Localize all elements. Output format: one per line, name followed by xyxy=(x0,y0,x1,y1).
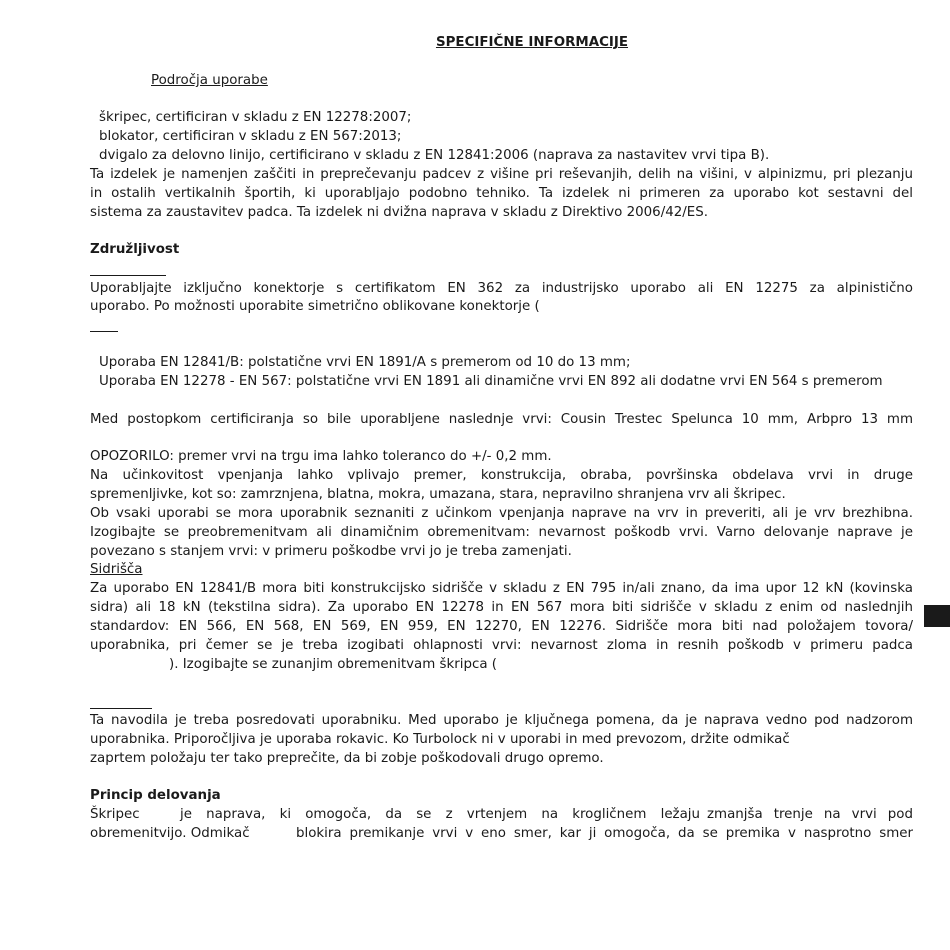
divider xyxy=(90,708,152,709)
divider xyxy=(90,275,166,276)
field-item: škripec, certificiran v skladu z EN 12278:2007; xyxy=(99,110,412,125)
field-item: blokator, certificiran v skladu z EN 567:2013; xyxy=(99,129,402,144)
paragraph-line: ). Izogibajte se zunanjim obremenitvam škripca ( xyxy=(169,657,498,672)
divider xyxy=(90,331,118,332)
principle-fragment: blokira premikanje vrvi v eno smer, kar ji omogoča, da se premika v nasprotno smer xyxy=(296,826,913,841)
principle-fragment: obremenitvijo. Odmikač xyxy=(90,826,250,841)
paragraph-line: standardov: EN 566, EN 568, EN 569, EN 959, EN 12270, EN 12276. Sidrišče mora biti nad položajem tovora/ xyxy=(90,619,913,634)
paragraph-line: Ta navodila je treba posredovati uporabniku. Med uporabo je ključnega pomena, da je naprava vedno pod nadzorom xyxy=(90,713,913,728)
paragraph-line: Izogibajte se preobremenitvam ali dinamičnim obremenitvam: nevarnost poškodb vrvi. Varno delovanje naprave je xyxy=(90,525,913,540)
page-title: SPECIFIČNE INFORMACIJE xyxy=(435,35,629,50)
field-item: dvigalo za delovno linijo, certificirano v skladu z EN 12841:2006 (naprava za nastavitev vrvi tipa B). xyxy=(99,148,770,163)
paragraph-line: spremenljivke, kot so: zamrznjena, blatna, mokra, umazana, stara, nepravilno shranjena vrv ali škripec. xyxy=(90,487,786,502)
warning-text: OPOZORILO: premer vrvi na trgu ima lahko toleranco do +/- 0,2 mm. xyxy=(90,449,552,464)
paragraph-line: uporabnika. Priporočljiva je uporaba rokavic. Ko Turbolock ni v uporabi in med prevozom, držite odmikač xyxy=(90,732,790,747)
paragraph-line: in ostalih vertikalnih športih, ki uporabljajo podobno tehniko. Ta izdelek ni primeren za uporabo kot sestavni del xyxy=(90,186,913,201)
paragraph-line: Ob vsaki uporabi se mora uporabnik seznaniti z učinkom vpenjanja naprave na vrv in preveriti, ali je vrv brezhibna. xyxy=(90,506,913,521)
anchors-heading: Sidrišča xyxy=(90,562,143,577)
principle-fragment: zmanjša trenje na vrvi pod xyxy=(707,807,913,822)
principle-fragment: je naprava, ki omogoča, da se z vrtenjem na krogličnem ležaju xyxy=(180,807,700,822)
rope-item: Uporaba EN 12278 - EN 567: polstatične vrvi EN 1891 ali dinamične vrvi EN 892 ali dodatne vrvi EN 564 s premerom xyxy=(99,374,883,389)
paragraph-line: uporabo. Po možnosti uporabite simetrično oblikovane konektorje ( xyxy=(90,299,540,314)
paragraph-line: sidra) ali 18 kN (tekstilna sidra). Za uporabo EN 12278 in EN 567 mora biti sidrišče v skladu z enim od naslednjih xyxy=(90,600,913,615)
paragraph-line: sistema za zaustavitev padca. Ta izdelek ni dvižna naprava v skladu z Direktivo 2006/42/ES. xyxy=(90,205,708,220)
compatibility-heading: Združljivost xyxy=(90,242,180,257)
paragraph-line: Ta izdelek je namenjen zaščiti in preprečevanju padcev z višine pri reševanjih, delih na višini, v alpinizmu, pri plezanju xyxy=(90,167,913,182)
paragraph-line: uporabnika, pri čemer se je treba izogibati ohlapnosti vrvi: nevarnost zloma in resnih poškodb v primeru padca xyxy=(90,638,913,653)
paragraph-line: povezano s stanjem vrvi: v primeru poškodbe vrvi jo je treba zamenjati. xyxy=(90,544,572,559)
rope-item: Uporaba EN 12841/B: polstatične vrvi EN 1891/A s premerom od 10 do 13 mm; xyxy=(99,355,631,370)
paragraph-line: zaprtem položaju ter tako preprečite, da bi zobje poškodovali drugo opremo. xyxy=(90,751,604,766)
paragraph-line: Uporabljajte izključno konektorje s certifikatom EN 362 za industrijsko uporabo ali EN 12275 za alpinistično xyxy=(90,281,913,296)
field-of-use-heading: Področja uporabe xyxy=(151,73,268,88)
principle-fragment: Škripec xyxy=(90,807,140,822)
principle-heading: Princip delovanja xyxy=(90,788,221,803)
paragraph-line: Na učinkovitost vpenjanja lahko vplivajo premer, konstrukcija, obraba, površinska obdelava vrvi in druge xyxy=(90,468,913,483)
certification-ropes: Med postopkom certificiranja so bile uporabljene naslednje vrvi: Cousin Trestec Spelunca 10 mm, Arbpro 13 mm xyxy=(90,412,913,427)
page-edge-tab xyxy=(924,605,950,627)
paragraph-line: Za uporabo EN 12841/B mora biti konstrukcijsko sidrišče v skladu z EN 795 in/ali znano, da ima upor 12 kN (kovinska xyxy=(90,581,913,596)
